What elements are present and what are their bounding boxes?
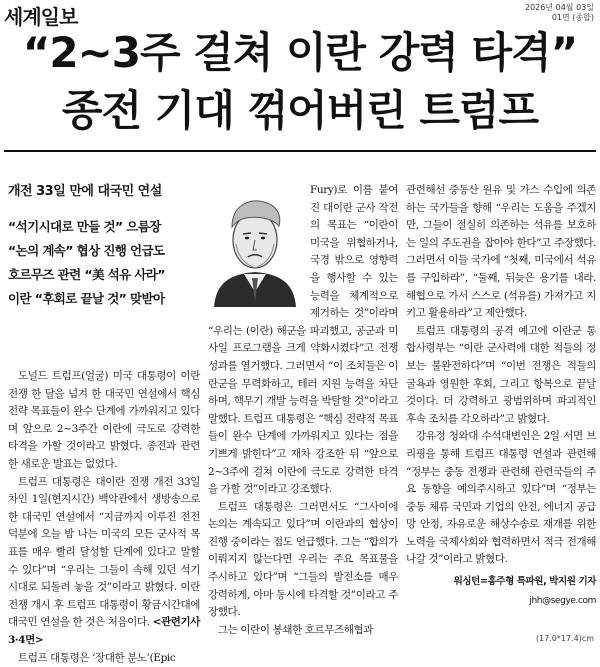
subhead-line: “논의 계속” 협상 진행 언급도 — [8, 239, 198, 263]
paragraph — [8, 474, 200, 650]
newspaper-logo: 세계일보 — [4, 1, 77, 30]
paragraph: 도널드 트럼프(얼굴) 미국 대통령이 이란 전쟁 한 달을 넘겨 한 대국민 연설에서 핵심 전략 목표들이 완수 단계에 가까워지고 있다며 앞으로 2~3주간 이란에 극도로 강력한 타격을 가할 것이라고 밝혔다. 종전과 관련한 새로운 발표는 없었다. — [8, 368, 200, 474]
dateline — [525, 3, 594, 23]
article-column-1 — [8, 368, 200, 667]
subhead-top: 개전 33일 만에 대국민 연설 — [8, 180, 198, 199]
paragraph: 강유정 청와대 수석대변인은 2일 서면 브리핑을 통해 트럼프 대통령 연설과 관련해 “정부는 중동 전쟁과 관련해 관련국들의 주요 동향을 예의주시하고 있다”며 “정부는 중동 체류 국민과 기업의 안전, 에너지 공급망 안정, 자유로운 해상수송로 재개를 위한 노력을 국제사회와 협력하면서 적극 전개해 나갈 것”이라고 밝혔다. — [406, 428, 596, 569]
subheads — [8, 180, 198, 311]
page-section: 01면 (종합) — [525, 13, 594, 23]
headline-rule — [4, 150, 596, 152]
paragraph: 관련해선 중동산 원유 및 가스 수입에 의존하는 국가들을 향해 “우리는 도움을 주겠지만, 그들이 절실히 의존하는 석유를 보호하는 일의 주도권을 잡아야 한다”고 주장했다. 그러면서 이들 국가에 “첫째, 미국에서 석유를 구입하라”, “둘째, 뒤늦은 용기를 내라. 해협으로 가서 스스로 (석유를) 가져가고 지키고 활용하라”고 제안했다. — [406, 182, 596, 323]
paragraph: 트럼프 대통령의 공격 예고에 이란군 통합사령부는 “이란 군사력에 대한 적들의 정보는 불완전하다”며 “이번 전쟁은 적들의 굴욕과 영원한 후회, 그리고 항복으로 끝날 것이다. 더 강력하고 광범위하며 파괴적인 후속 조치를 각오하라”고 밝혔다. — [406, 323, 596, 429]
headline-line-1: “2~3주 걸쳐 이란 강력 타격” — [0, 27, 600, 79]
reporter-email[interactable]: jhh@segye.com — [406, 593, 596, 611]
trump-portrait-illustration — [206, 182, 304, 307]
byline: 워싱턴=홍주형 특파원, 박지원 기자 — [406, 573, 596, 591]
headline-line-2: 종전 기대 꺾어버린 트럼프 — [0, 85, 600, 137]
paragraph-text: 트럼프 대통령은 대이란 전쟁 개전 33일차인 1일(현지시간) 백악관에서 생방송으로 한 대국민 연설에서 “지금까지 이루진 전전 덕분에 오늘 밤 나는 미국의 모든 군사적 목표를 매우 빨리 달성할 단계에 있다고 말할 수 있다”며 “우리는 그들이 속해 있던 석기시대로 되돌려 놓을 것”이라고 밝혔다. 이란 전쟁 개시 후 트럼프 대통령이 황금시간대에 대국민 연설을 한 것은 처음이다. — [8, 476, 200, 629]
article-column-2 — [208, 182, 398, 639]
article-column-3 — [406, 182, 596, 610]
paragraph: 트럼프 대통령은 ‘장대한 분노’(Epic — [8, 650, 200, 667]
paragraph: 트럼프 대통령은 그러면서도 “그사이에 논의는 계속되고 있다”며 이란과의 협상이 진행 중이라는 점도 언급했다. 그는 “합의가 이뤄지지 않는다면 우리는 주요 목표물을 주시하고 있다”며 “그들의 발전소를 매우 강력하게, 아마 동시에 타격할 것”이라고 주장했다. — [208, 499, 398, 622]
masthead — [0, 0, 600, 30]
paragraph: Fury)로 이름 붙여진 대이란 군사 작전의 목표는 “이란이 미국을 위협하거나, 국경 밖으로 영향력을 행사할 수 있는 능력을 체계적으로 제거하는 것”이라며 “우리는 (이란) 해군을 파괴했고, 공군과 미사일 프로그램을 크게 약화시켰다”고 전쟁 성과를 열거했다. 그러면서 “이 조치들은 이란군을 무력화하고, 테러 지원 능력을 차단하며, 핵무기 개발 능력을 박탈할 것”이라고 말했다. 트럼프 대통령은 “핵심 전략적 목표들이 완수 단계에 가까워지고 있다는 점을 기쁘게 밝힌다”고 재차 강조한 뒤 “앞으로 2~3주에 걸쳐 이란에 극도로 강력한 타격을 가할 것”이라고 강조했다. — [208, 182, 398, 499]
issue-date: 2026년 04월 03일 — [525, 3, 594, 13]
subhead-line: 이란 “후회로 끝날 것” 맞받아 — [8, 287, 198, 311]
paragraph: 그는 이란이 봉쇄한 호르무즈해협과 — [208, 622, 398, 640]
subhead-line: “석기시대로 만들 것” 으름장 — [8, 215, 198, 239]
page-size-info: (17.0*17.4)cm — [536, 634, 594, 643]
subhead-line: 호르무즈 관련 “美 석유 사라” — [8, 263, 198, 287]
related-article-ref: <관련기사 3·4면> — [8, 616, 200, 646]
